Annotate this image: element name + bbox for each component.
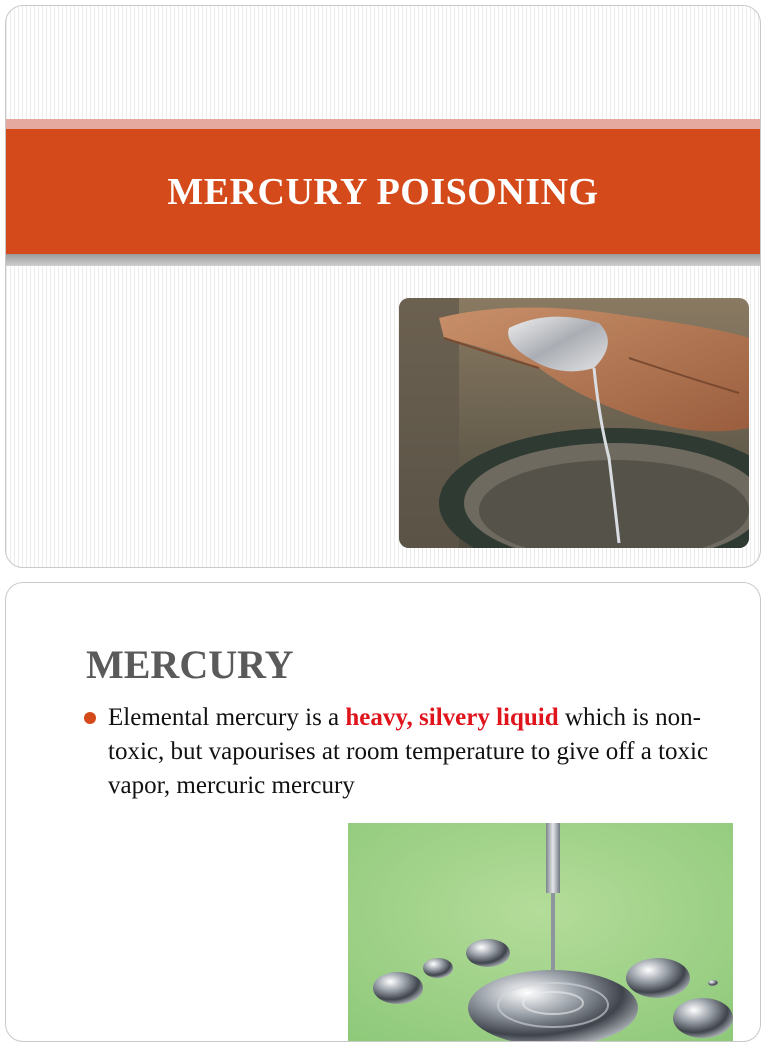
- bullet-point: [84, 701, 724, 803]
- mercury-droplets-photo: [348, 823, 733, 1042]
- bullet-emphasis: heavy, silvery liquid: [345, 704, 559, 731]
- bullet-dot-icon: [84, 712, 96, 724]
- slide-heading: MERCURY: [86, 642, 294, 687]
- slide-title: MERCURY POISONING: [167, 170, 599, 213]
- title-band: [6, 129, 760, 254]
- bullet-text: [108, 701, 724, 803]
- title-band-shadow: [6, 254, 760, 266]
- content-slide: [5, 582, 761, 1042]
- bullet-text-end: which is non-toxic, but vapourises at room temperature to give off a toxic vapor, mercuric mercury: [108, 704, 709, 799]
- title-slide: [5, 5, 761, 568]
- hand-pouring-mercury-photo: [399, 298, 749, 548]
- title-band-accent: [6, 119, 760, 129]
- bullet-text-start: Elemental mercury is a: [108, 704, 346, 731]
